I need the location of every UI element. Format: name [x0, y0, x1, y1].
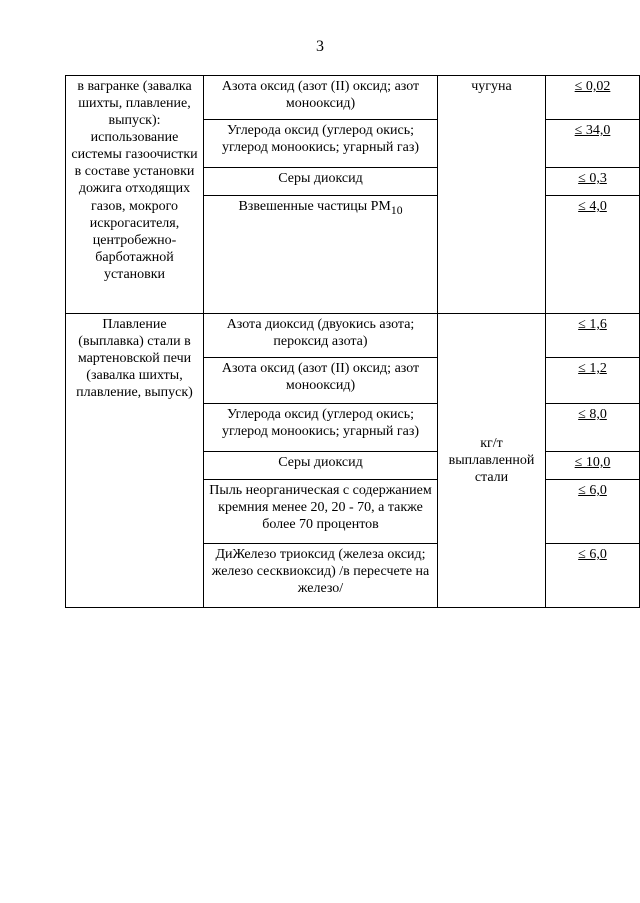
pollutant-subscript: 10: [390, 203, 403, 217]
pollutant-cell: Взвешенные частицы $РМ_{10}$: [204, 196, 438, 314]
pollutant-cell: Углерода оксид (углерод окись; углерод моноокись; угарный газ): [204, 404, 438, 452]
pollutant-cell: Азота диоксид (двуокись азота; пероксид азота): [204, 314, 438, 358]
pollutant-cell: Серы диоксид: [204, 452, 438, 480]
value-cell: ≤ 6,0: [546, 544, 640, 608]
value-cell: ≤ 34,0: [546, 120, 640, 168]
unit-cell: чугуна: [438, 76, 546, 314]
emission-norms-table: [65, 75, 640, 608]
pollutant-cell: ДиЖелезо триоксид (железа оксид; железо сесквиоксид) /в пересчете на железо/: [204, 544, 438, 608]
value-cell: ≤ 6,0: [546, 480, 640, 544]
pollutant-cell: Серы диоксид: [204, 168, 438, 196]
pollutant-cell: Углерода оксид (углерод окись; углерод моноокись; угарный газ): [204, 120, 438, 168]
table-row: [66, 76, 640, 120]
value-cell: ≤ 0,3: [546, 168, 640, 196]
pollutant-cell: Азота оксид (азот (II) оксид; азот монооксид): [204, 76, 438, 120]
pollutant-cell: Пыль неорганическая с содержанием кремния менее 20, 20 - 70, а также более 70 процентов: [204, 480, 438, 544]
value-cell: ≤ 8,0: [546, 404, 640, 452]
value-cell: ≤ 10,0: [546, 452, 640, 480]
process-cell: Плавление (выплавка) стали в мартеновской печи (завалка шихты, плавление, выпуск): [66, 314, 204, 608]
value-cell: ≤ 1,2: [546, 358, 640, 404]
unit-cell: кг/т выплавленной стали: [438, 314, 546, 608]
pollutant-cell: Азота оксид (азот (II) оксид; азот монооксид): [204, 358, 438, 404]
value-cell: ≤ 0,02: [546, 76, 640, 120]
page-number: 3: [316, 38, 324, 55]
value-cell: ≤ 1,6: [546, 314, 640, 358]
process-cell: в вагранке (завалка шихты, плавление, выпуск): использование системы газоочистки в составе установки дожига отходящих газов, мокрого искрогасителя, центробежно-барботажной установки: [66, 76, 204, 314]
value-cell: ≤ 4,0: [546, 196, 640, 314]
table-row: [66, 314, 640, 358]
